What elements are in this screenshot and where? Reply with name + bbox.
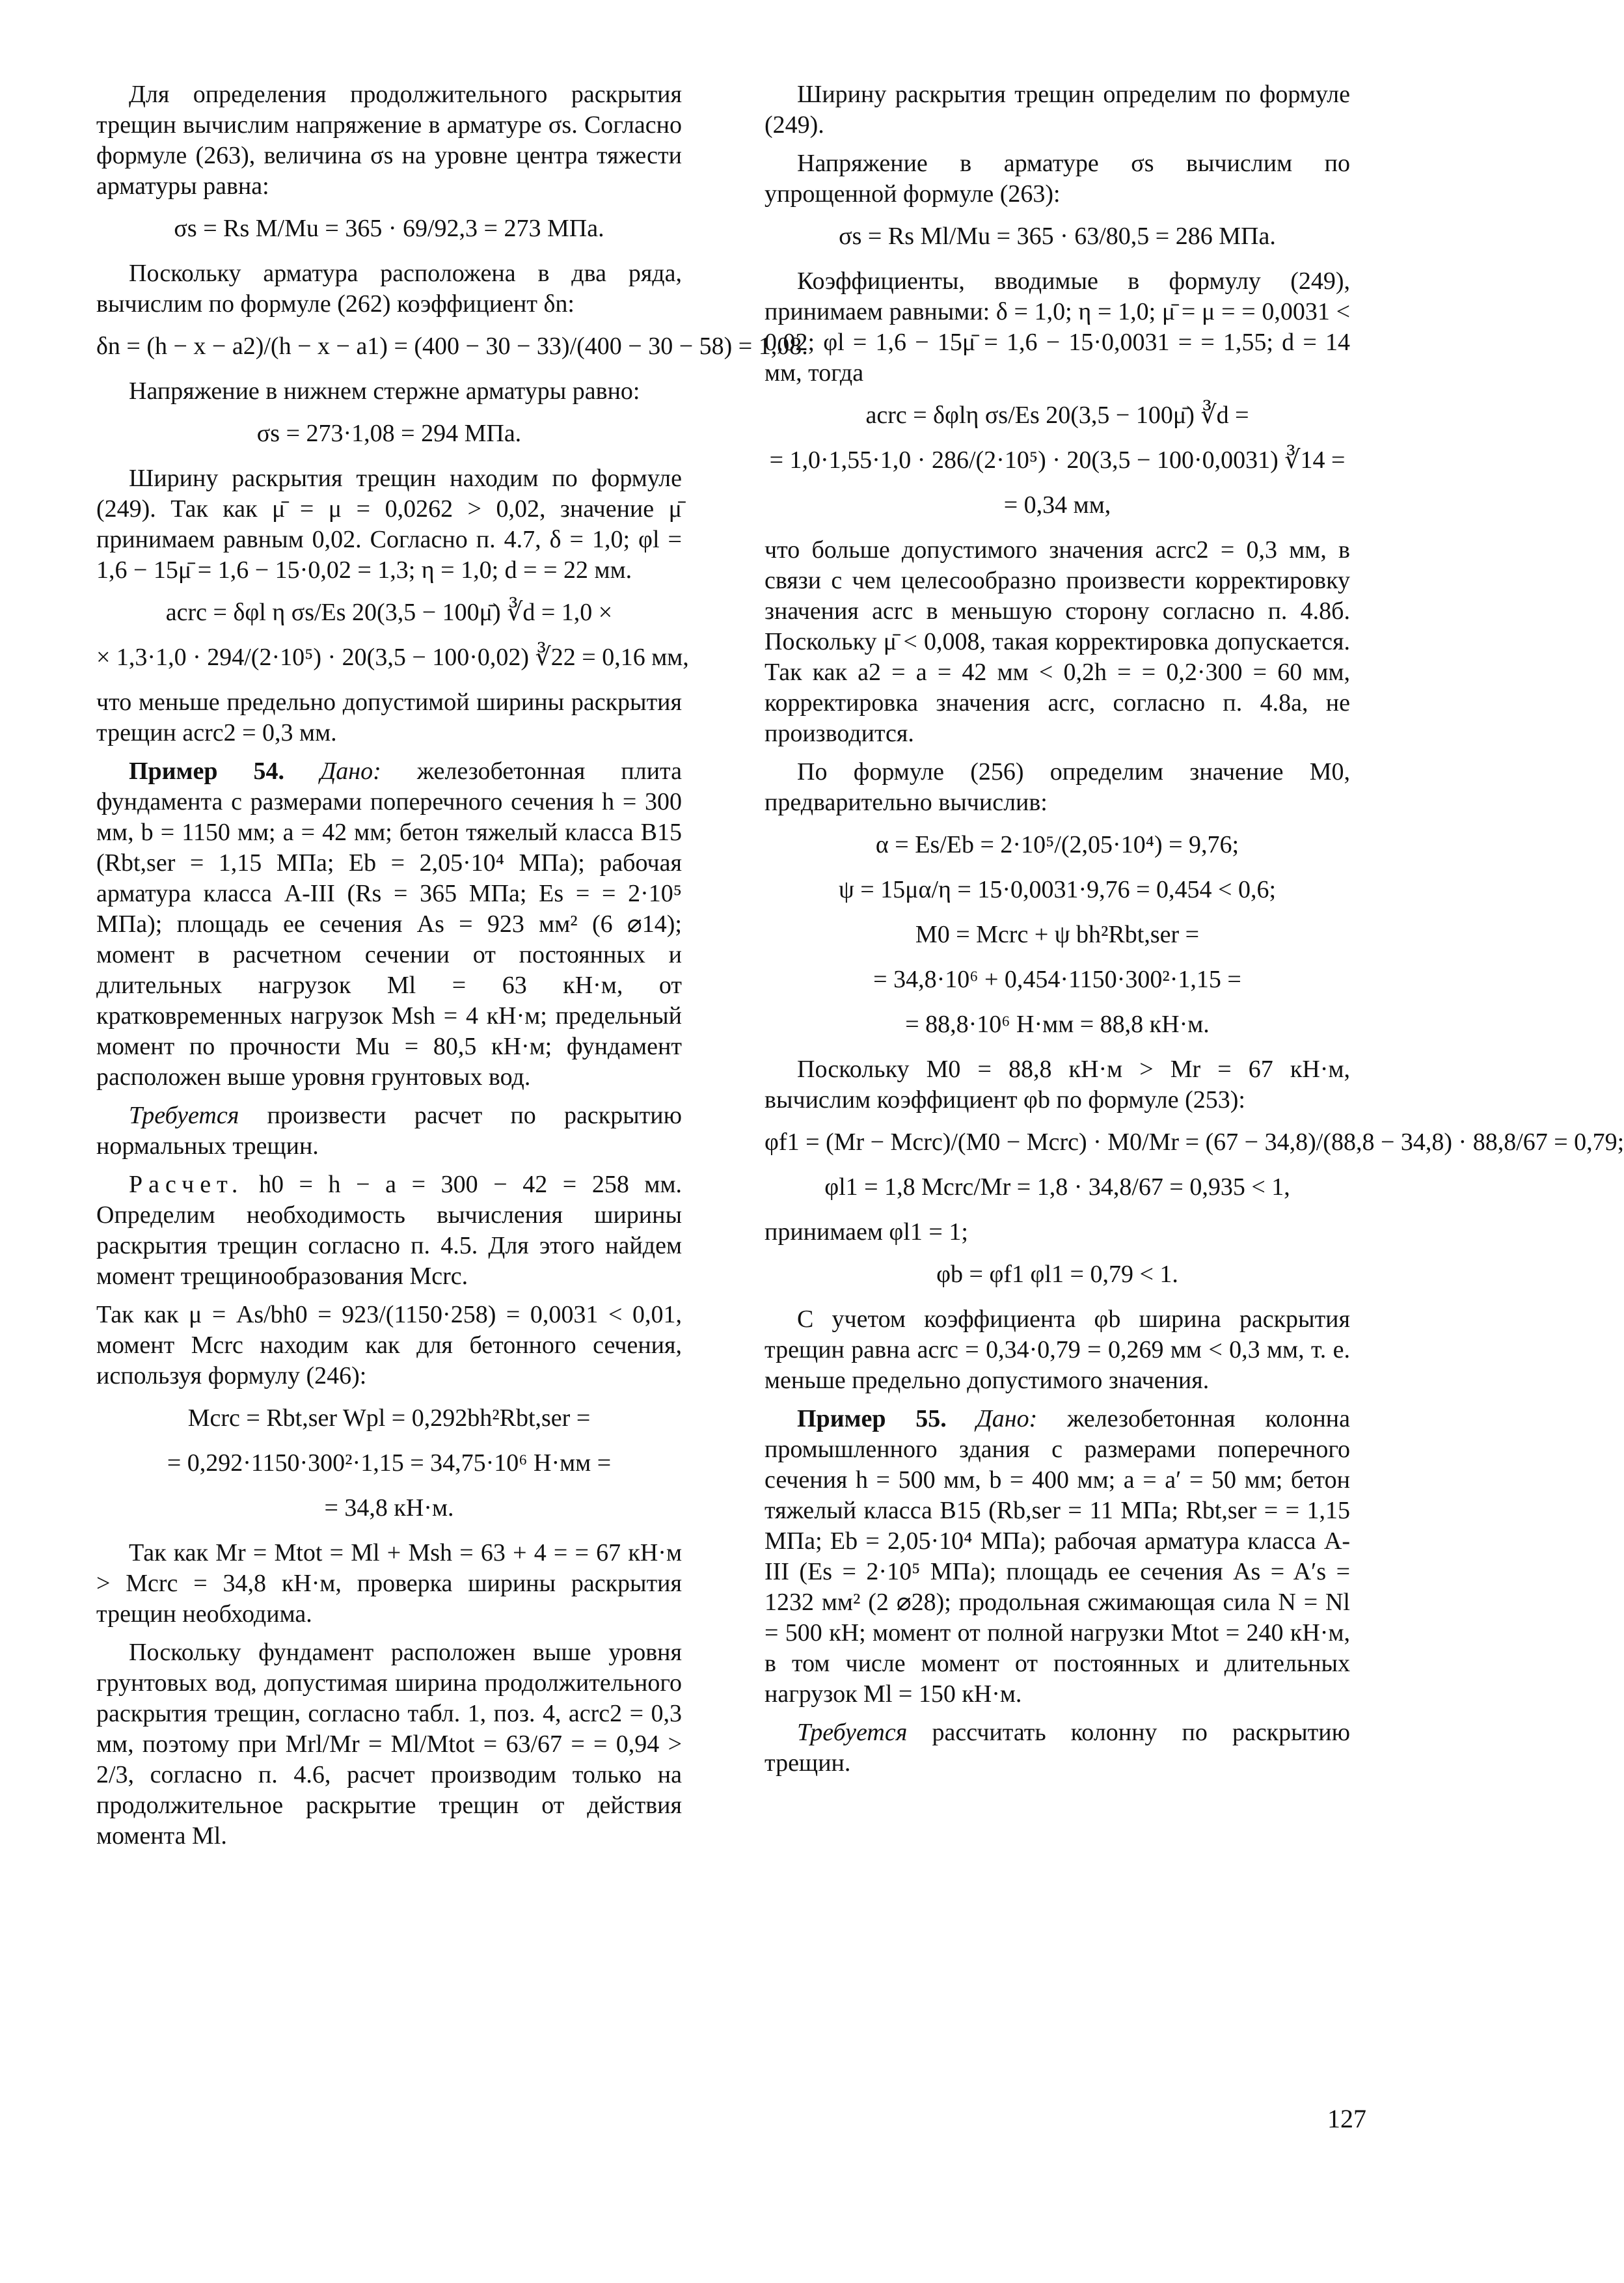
formula: ψ = 15μα/η = 15·0,0031·9,76 = 0,454 < 0,6;: [838, 876, 1277, 903]
paragraph: Коэффициенты, вводимые в формулу (249), принимаем равными: δ = 1,0; η = 1,0; μ̄ = μ = = 0,0031 < 0,02; φl = 1,6 − 15μ̄ = 1,6 − 15·0,0031 = = 1,55; d = 14 мм, тогда: [765, 267, 1350, 387]
example-paragraph: [765, 1404, 1350, 1710]
formula: φb = φf1 φl1 = 0,79 < 1.: [936, 1261, 1178, 1288]
formula: δn = (h − x − a2)/(h − x − a1) = (400 − 30 − 33)/(400 − 30 − 58) = 1,08.: [96, 333, 808, 360]
paragraph: Поскольку арматура расположена в два ряда, вычислим по формуле (262) коэффициент δn:: [96, 260, 682, 318]
example-label: Пример 55.: [797, 1405, 947, 1432]
paragraph: Так как μ = As/bh0 = 923/(1150·258) = 0,0031 < 0,01, момент Mcrc находим как для бетонного сечения, используя формулу (246):: [96, 1301, 682, 1389]
formula: = 34,8·10⁶ + 0,454·1150·300²·1,15 =: [873, 966, 1241, 993]
left-column: [96, 79, 808, 1859]
given-label: Дано:: [976, 1405, 1038, 1432]
formula: acrc = δφl η σs/Es 20(3,5 − 100μ̄) ∛d = 1,0 ×: [165, 599, 613, 626]
formula: α = Es/Eb = 2·10⁵/(2,05·10⁴) = 9,76;: [875, 831, 1239, 858]
requirement-text: рассчитать колонну по раскрытию трещин.: [765, 1719, 1351, 1777]
paragraph: Для определения продолжительного раскрытия трещин вычислим напряжение в арматуре σs. Согласно формуле (263), величина σs на уровне центра тяжести арматуры равна:: [96, 81, 682, 200]
paragraph: что меньше предельно допустимой ширины раскрытия трещин acrc2 = 0,3 мм.: [96, 689, 682, 746]
formula: = 1,0·1,55·1,0 · 286/(2·10⁵) · 20(3,5 − 100·0,0031) ∛14 =: [769, 446, 1346, 474]
formula: M0 = Mcrc + ψ bh²Rbt,ser =: [915, 921, 1200, 948]
formula: Mcrc = Rbt,ser Wpl = 0,292bh²Rbt,ser =: [187, 1404, 591, 1432]
paragraph: Напряжение в арматуре σs вычислим по упрощенной формуле (263):: [765, 150, 1350, 208]
paragraph: С учетом коэффициента φb ширина раскрытия трещин равна acrc = 0,34·0,79 = 0,269 мм < 0,3 мм, т. е. меньше предельно допустимого значения.: [765, 1306, 1350, 1394]
paragraph: Напряжение в нижнем стержне арматуры равно:: [129, 377, 640, 405]
paragraph: По формуле (256) определим значение M0, предварительно вычислив:: [765, 758, 1350, 816]
given-label: Дано:: [320, 758, 381, 785]
requirement-label: Требуется: [797, 1719, 908, 1746]
paragraph: что больше допустимого значения acrc2 = 0,3 мм, в связи с чем целесообразно произвести корректировку значения acrc в меньшую сторону согласно п. 4.8б. Поскольку μ̄ < 0,008, такая корректировка допускается. Так как a2 = a = 42 мм < 0,2h = = 0,2·300 = 60 мм, корректировка значения acrc, согласно п. 4.8а, не производится.: [765, 536, 1350, 747]
requirement-label: Требуется: [129, 1102, 239, 1129]
formula: × 1,3·1,0 · 294/(2·10⁵) · 20(3,5 − 100·0,02) ∛22 = 0,16 мм,: [96, 644, 689, 671]
calculation-label: Расчет.: [129, 1171, 244, 1198]
paragraph: Поскольку фундамент расположен выше уровня грунтовых вод, допустимая ширина продолжительного раскрытия трещин, согласно табл. 1, поз. 4, acrc2 = 0,3 мм, поэтому при Mrl/Mr = Ml/Mtot = 63/67 = = 0,94 > 2/3, согласно п. 4.6, расчет производим только на продолжительное раскрытие трещин от действия момента Ml.: [96, 1639, 682, 1850]
formula: φl1 = 1,8 Mcrc/Mr = 1,8 · 34,8/67 = 0,935 < 1,: [824, 1173, 1290, 1201]
formula: σs = 273·1,08 = 294 МПа.: [256, 420, 522, 447]
calculation-paragraph: [96, 1169, 682, 1292]
formula: = 88,8·10⁶ Н·мм = 88,8 кН·м.: [905, 1011, 1210, 1038]
paragraph: Так как Mr = Mtot = Ml + Msh = 63 + 4 = = 67 кН·м > Mcrc = 34,8 кН·м, проверка ширины раскрытия трещин необходима.: [96, 1539, 682, 1628]
right-column: [765, 79, 1624, 1786]
paragraph: Ширину раскрытия трещин определим по формуле (249).: [765, 81, 1350, 139]
calculation-text: h0 = h − a = 300 − 42 = 258 мм. Определим необходимость вычисления ширины раскрытия трещин согласно п. 4.5. Для этого найдем момент трещинообразования Mcrc.: [96, 1171, 682, 1290]
formula: σs = Rs M/Mu = 365 · 69/92,3 = 273 МПа.: [174, 215, 604, 242]
paragraph: Ширину раскрытия трещин находим по формуле (249). Так как μ̄ = μ = 0,0262 > 0,02, значение μ̄ принимаем равным 0,02. Согласно п. 4.7, δ = 1,0; φl = 1,6 − 15μ̄ = 1,6 − 15·0,02 = 1,3; η = 1,0; d = = 22 мм.: [96, 465, 682, 584]
formula: = 34,8 кН·м.: [324, 1494, 454, 1522]
requirement-paragraph: [96, 1100, 682, 1162]
formula: = 0,34 мм,: [1003, 491, 1111, 519]
formula: = 0,292·1150·300²·1,15 = 34,75·10⁶ Н·мм =: [167, 1449, 612, 1477]
example-paragraph: [96, 756, 682, 1093]
formula: acrc = δφlη σs/Es 20(3,5 − 100μ̄) ∛d =: [865, 402, 1249, 429]
requirement-text: произвести расчет по раскрытию нормальных трещин.: [96, 1102, 682, 1160]
paragraph: Поскольку M0 = 88,8 кН·м > Mr = 67 кН·м, вычислим коэффициент φb по формуле (253):: [765, 1056, 1350, 1114]
example-label: Пример 54.: [129, 758, 285, 785]
requirement-paragraph: [765, 1717, 1350, 1779]
page-number: 127: [1327, 2104, 1366, 2133]
formula: σs = Rs Ml/Mu = 365 · 63/80,5 = 286 МПа.: [839, 223, 1276, 250]
example-text: железобетонная колонна промышленного здания с размерами поперечного сечения h = 500 мм, b = 400 мм; a = a′ = 50 мм; бетон тяжелый класса В15 (Rb,ser = 11 МПа; Rbt,ser = = 1,15 МПа; Eb = 2,05·10⁴ МПа); рабочая арматура класса А-III (Es = 2·10⁵ МПа); площадь ее сечения As = A′s = 1232 мм² (2 ⌀28); продольная сжимающая сила N = Nl = 500 кН; момент от полной нагрузки Mtot = 240 кН·м, в том числе момент от постоянных и длительных нагрузок Ml = 150 кН·м.: [765, 1405, 1351, 1708]
formula: φf1 = (Mr − Mcrc)/(M0 − Mcrc) · M0/Mr = (67 − 34,8)/(88,8 − 34,8) · 88,8/67 = 0,79;: [765, 1128, 1624, 1156]
paragraph: принимаем φl1 = 1;: [765, 1218, 968, 1246]
example-text: железобетонная плита фундамента с размерами поперечного сечения h = 300 мм, b = 1150 мм; a = 42 мм; бетон тяжелый класса В15 (Rbt,ser = 1,15 МПа; Eb = 2,05·10⁴ МПа); рабочая арматура класса А-III (Rs = 365 МПа; Es = = 2·10⁵ МПа); площадь ее сечения As = 923 мм² (6 ⌀14); момент в расчетном сечении от постоянных и длительных нагрузок Ml = 63 кН·м, от кратковременных нагрузок Msh = 4 кН·м; предельный момент по прочности Mu = 80,5 кН·м; фундамент расположен выше уровня грунтовых вод.: [96, 758, 682, 1091]
